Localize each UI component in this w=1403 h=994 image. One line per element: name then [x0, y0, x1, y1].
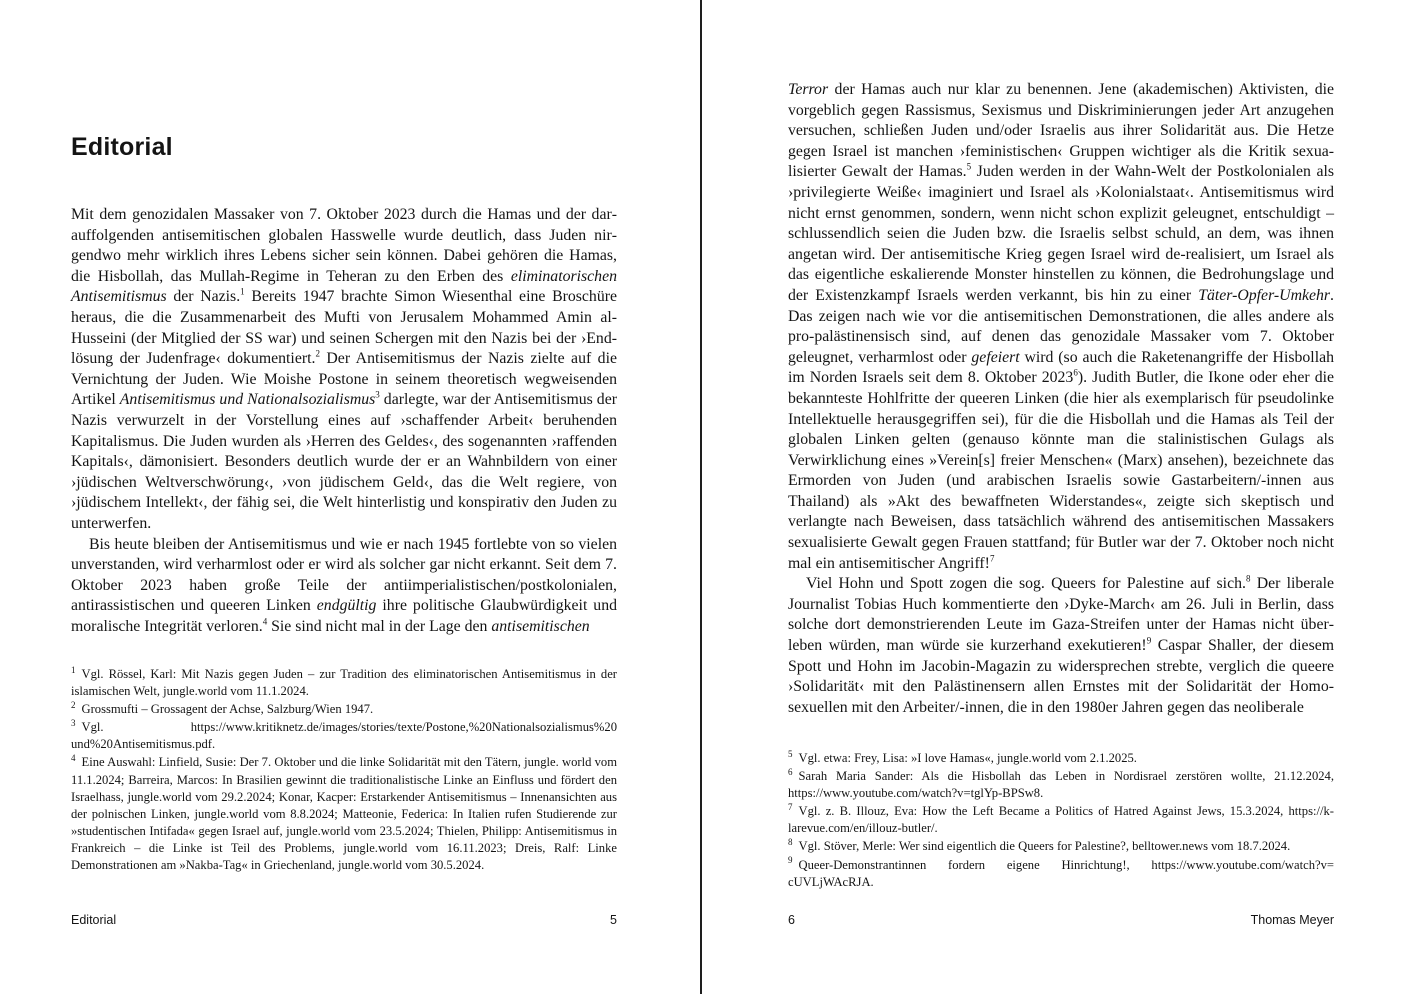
footnote-number: 5 — [788, 748, 793, 759]
footnote-number: 2 — [71, 700, 76, 710]
footnote — [788, 768, 1334, 802]
text-run: darlegte, war der Antisemitismus der Nazis verwurzelt in der Vorstellung eines auf ›schaffender Arbeit‹ beruhenden Kapitalismus. Die Juden wurden als ›Herren des Geldes‹, des sogenannten ›raffenden Kapitals‹, dämonisiert. Besonders deutlich wurde der er an Wahnbildern von einer ›jüdischen Weltverschwörung‹, ›von jüdischem Geld‹, das die Welt regiere, von ›jüdischem Intellekt‹, der fähig sei, die Welt hinterlistig und konspirativ den Juden zu unterwerfen. — [71, 391, 617, 532]
footnote — [788, 857, 1334, 891]
footnote-number: 3 — [71, 718, 76, 729]
footnote-text: Sarah Maria Sander: Als die Hisbollah das Leben in Nordisrael zerstören wollte, 21.12.2024, https://www.youtube.com/watch?v=tglYp-BPSw8. — [788, 769, 1334, 801]
footnote-ref[interactable]: 8 — [1245, 573, 1251, 584]
footnote-ref[interactable]: 3 — [375, 390, 380, 401]
text-run: Mit dem genozidalen Massaker von 7. Oktober 2023 durch die Hamas und der darauffolgenden antisemitischen globalen Hasswelle wurde deutlich, dass Juden nirgendwo mehr wirklich ihres Lebens sicher sein können. Dabei gehören die Hamas, die Hisbollah, das Mullah-Regime in Teheran zu den Erben des — [71, 206, 617, 285]
text-run: Caspar Shaller, der diesem Spott und Hohn im Jacobin-Magazin zu widersprechen strebte, verglich die queere ›Solidarität‹ mit den Palästinensern allen Ernstes mit der Solidarität der Homosexuellen mit den Arbeiter/-innen, die in den 1980er Jahren gegen das neoliberale — [788, 637, 1335, 716]
footnote-number: 9 — [788, 855, 793, 866]
footnote — [788, 838, 1334, 855]
italic-text: eliminatorischen Antisemitismus — [71, 267, 617, 306]
italic-text: Täter-Opfer-Umkehr — [1198, 286, 1331, 304]
page-title: Editorial — [71, 133, 173, 161]
footnote-number: 6 — [788, 766, 793, 777]
page-number: 5 — [610, 913, 617, 927]
footnotes — [788, 750, 1334, 892]
footnote-number: 4 — [71, 753, 76, 764]
italic-text: Antisemitismus und Nationalsozialismus — [119, 391, 376, 409]
page-number: 6 — [788, 913, 795, 927]
text-run: wird (so auch die Raketenangriffe der Hisbollah im Norden Israels seit dem 8. Oktober 2023 — [788, 348, 1334, 387]
right-page — [788, 0, 1334, 994]
footnote — [71, 754, 617, 874]
text-run: Sie sind nicht mal in der Lage den — [267, 617, 492, 635]
footnote-text: Vgl. z. B. Illouz, Eva: How the Left Became a Politics of Hatred Against Jews, 15.3.2024, https://k-larevue.com/en/illouz-butler/. — [788, 804, 1334, 836]
page-divider — [700, 0, 702, 994]
footnote-text: Vgl. etwa: Frey, Lisa: »I love Hamas«, jungle.world vom 2.1.2025. — [798, 751, 1137, 765]
footnote-text: Grossmufti – Grossagent der Achse, Salzburg/Wien 1947. — [81, 702, 374, 717]
footnote — [788, 803, 1334, 837]
footnote-text: Queer-Demonstrantinnen fordern eigene Hinrichtung!, https://www.youtube.com/watch?v= cUVLjWAcRJA. — [788, 857, 1334, 889]
page-footer — [788, 913, 1334, 931]
running-head: Editorial — [71, 913, 117, 927]
text-run: ). Judith Butler, die Ikone oder eher die bekannteste Hohlfritte der queeren Linken (die hier als exemplarisch für pseudolinke Intellektuelle herausgegriffen sei), für die die Hisbollah und die Hamas als Teil der globalen Linken gelten (genauso könnte man die stalinistischen Gulags als Verwirklichung eines »Verein[s] freier Menschen« (Marx) ansehen), bezeichnete das Ermorden von Juden (und arabischen Israelis sowie Gastarbeitern/-innen aus Thailand) als »Akt des bewaffneten Widerstandes«, zeigte sich skeptisch und verlangte nach Beweisen, dass tatsächlich während des antisemitischen Massakers sexualisierte Gewalt gegen Frauen stattfand; für Butler war der 7. Oktober noch nicht mal ein antisemitischer Angriff! — [788, 369, 1335, 572]
body-text — [788, 80, 1334, 718]
paragraph — [71, 205, 617, 535]
footnote — [71, 701, 617, 718]
footnote — [788, 750, 1334, 767]
footnote-text: Eine Auswahl: Linfield, Susie: Der 7. Oktober und die linke Solidarität mit den Tätern, jungle. world vom 11.1.2024; Barreira, Marcos: In Brasilien gewinnt die traditionalistische Linke an Einfluss und fördert den Israelhass, jungle.world vom 29.2.2024; Konar, Kacper: Erstarkender Antisemitismus – Innenansichten aus der polnischen Linken, jungle.world vom 8.8.2024; Matteonie, Federica: In Italien rufen Studierende zur »studentischen Intifada« gegen Israel auf, jungle.world vom 23.5.2024; Thielen, Philipp: Antisemitismus in Frankreich – die Linke ist Teil des Problems, jungle.world vom 16.11.2023; Dreis, Ralf: Linke Demonstrationen am »Nakba-Tag« in Griechenland, jungle.world vom 30.5.2024. — [71, 755, 617, 873]
text-run: Der liberale Journalist Tobias Huch kommentierte den ›Dyke-March‹ am 26. Juli in Berlin, dass solche dort demonstrierenden Leute im Gaza-Streifen unter der Hamas nicht überleben würden, man würde sie kurzerhand exekutieren! — [788, 575, 1334, 655]
page-footer — [71, 913, 617, 931]
footnote-ref[interactable]: 4 — [262, 616, 268, 627]
italic-text: Terror — [788, 81, 829, 98]
footnote-number: 8 — [788, 837, 793, 848]
footnote-text: Vgl. https://www.kritiknetz.de/images/stories/texte/Postone,%20Nationalsozialismus%20 und%20Antisemitismus.pdf. — [71, 720, 617, 752]
italic-text: antisemitischen — [491, 617, 590, 635]
footnote-number: 7 — [788, 802, 793, 813]
text-run: der Nazis. — [166, 288, 241, 306]
footnote — [71, 666, 617, 700]
footnote-ref[interactable]: 1 — [240, 287, 245, 298]
footnotes — [71, 666, 617, 875]
text-run: der Hamas auch nur klar zu benennen. Jene (akademischen) Aktivisten, die vorgeblich gegen Rassismus, Sexismus und Diskriminierungen jeder Art anzugehen versuchen, schließen Juden und/oder Israelis aus ihrer Solidarität aus. Die Hetze gegen Israel ist manchen ›feministischen‹ Gruppen wichtiger als die Kritik sexualisierter Gewalt der Hamas. — [788, 81, 1334, 181]
footnote-ref[interactable]: 6 — [1073, 368, 1078, 379]
footnote — [71, 719, 617, 753]
text-run: Bis heute bleiben der Antisemitismus und wie er nach 1945 fortlebte von so vielen unverstanden, wird verharmlost oder er wird als solcher gar nicht erkannt. Seit dem 7. Oktober 2023 haben große Teile der antiimperialistischen/postkolonialen, antirassistischen und queeren Linken — [71, 535, 617, 615]
text-run: Viel Hohn und Spott zogen die sog. Queers for Palestine auf sich. — [806, 575, 1246, 593]
paragraph — [71, 535, 617, 638]
text-run: ihre politische Glaubwürdigkeit und moralische Integrität verloren. — [71, 597, 617, 635]
paragraph — [788, 80, 1334, 574]
body-text — [71, 205, 617, 637]
text-run: . Das zeigen nach wie vor die antisemitischen Demonstrationen, die alles andere als pro-palästinensisch sind, auf denen das genozidale Massaker vom 7. Oktober geleugnet, verharmlost oder — [788, 286, 1334, 366]
footnote-ref[interactable]: 7 — [989, 553, 995, 564]
footnote-ref[interactable]: 9 — [1146, 635, 1152, 646]
text-run: Juden werden in der Wahn-Welt der Postkolonialen als ›privilegierte Weiße‹ imaginiert und Israel als ›Kolonialstaat‹. Antisemitismus wird nicht ernst genommen, sondern, wenn nicht schon explizit geleugnet, entschuldigt – schlussendlich seien die Juden bzw. die Israelis selbst schuld, an dem, was ihnen angetan wird. Der antisemitische Krieg gegen Israel wird de-realisiert, um Israel als das eigentliche eskalierende Monster hinstellen zu können, die Bedrohungslage und der Existenzkampf Israels werden verkannt, bis hin zu einer — [788, 163, 1334, 304]
footnote-ref[interactable]: 2 — [315, 348, 320, 359]
text-run: Bereits 1947 brachte Simon Wiesenthal eine Broschüre heraus, die die Zusammenarbeit des Mufti von Jerusalem Mohammed Amin al-Husseini (der Mitglied der SS war) und seinen Schergen mit den Nazis bei der ›Endlösung der Judenfrage‹ dokumentiert. — [71, 288, 617, 368]
footnote-text: Vgl. Rössel, Karl: Mit Nazis gegen Juden – zur Tradition des eliminatorischen Antisemitismus in der islamischen Welt, jungle.world vom 11.1.2024. — [71, 667, 617, 699]
paragraph — [788, 574, 1334, 718]
footnote-ref[interactable]: 5 — [966, 162, 972, 173]
running-head: Thomas Meyer — [1250, 913, 1334, 927]
footnote-text: Vgl. Stöver, Merle: Wer sind eigentlich die Queers for Palestine?, belltower.news vom 18.7.2024. — [798, 839, 1291, 854]
footnote-number: 1 — [71, 664, 76, 675]
italic-text: endgültig — [316, 597, 377, 615]
italic-text: gefeiert — [971, 348, 1020, 366]
left-page — [71, 0, 617, 994]
text-run: Der Antisemitismus der Nazis zielte auf die Vernichtung der Juden. Wie Moishe Postone in seinem theoretisch wegweisenden Artikel — [71, 350, 617, 409]
